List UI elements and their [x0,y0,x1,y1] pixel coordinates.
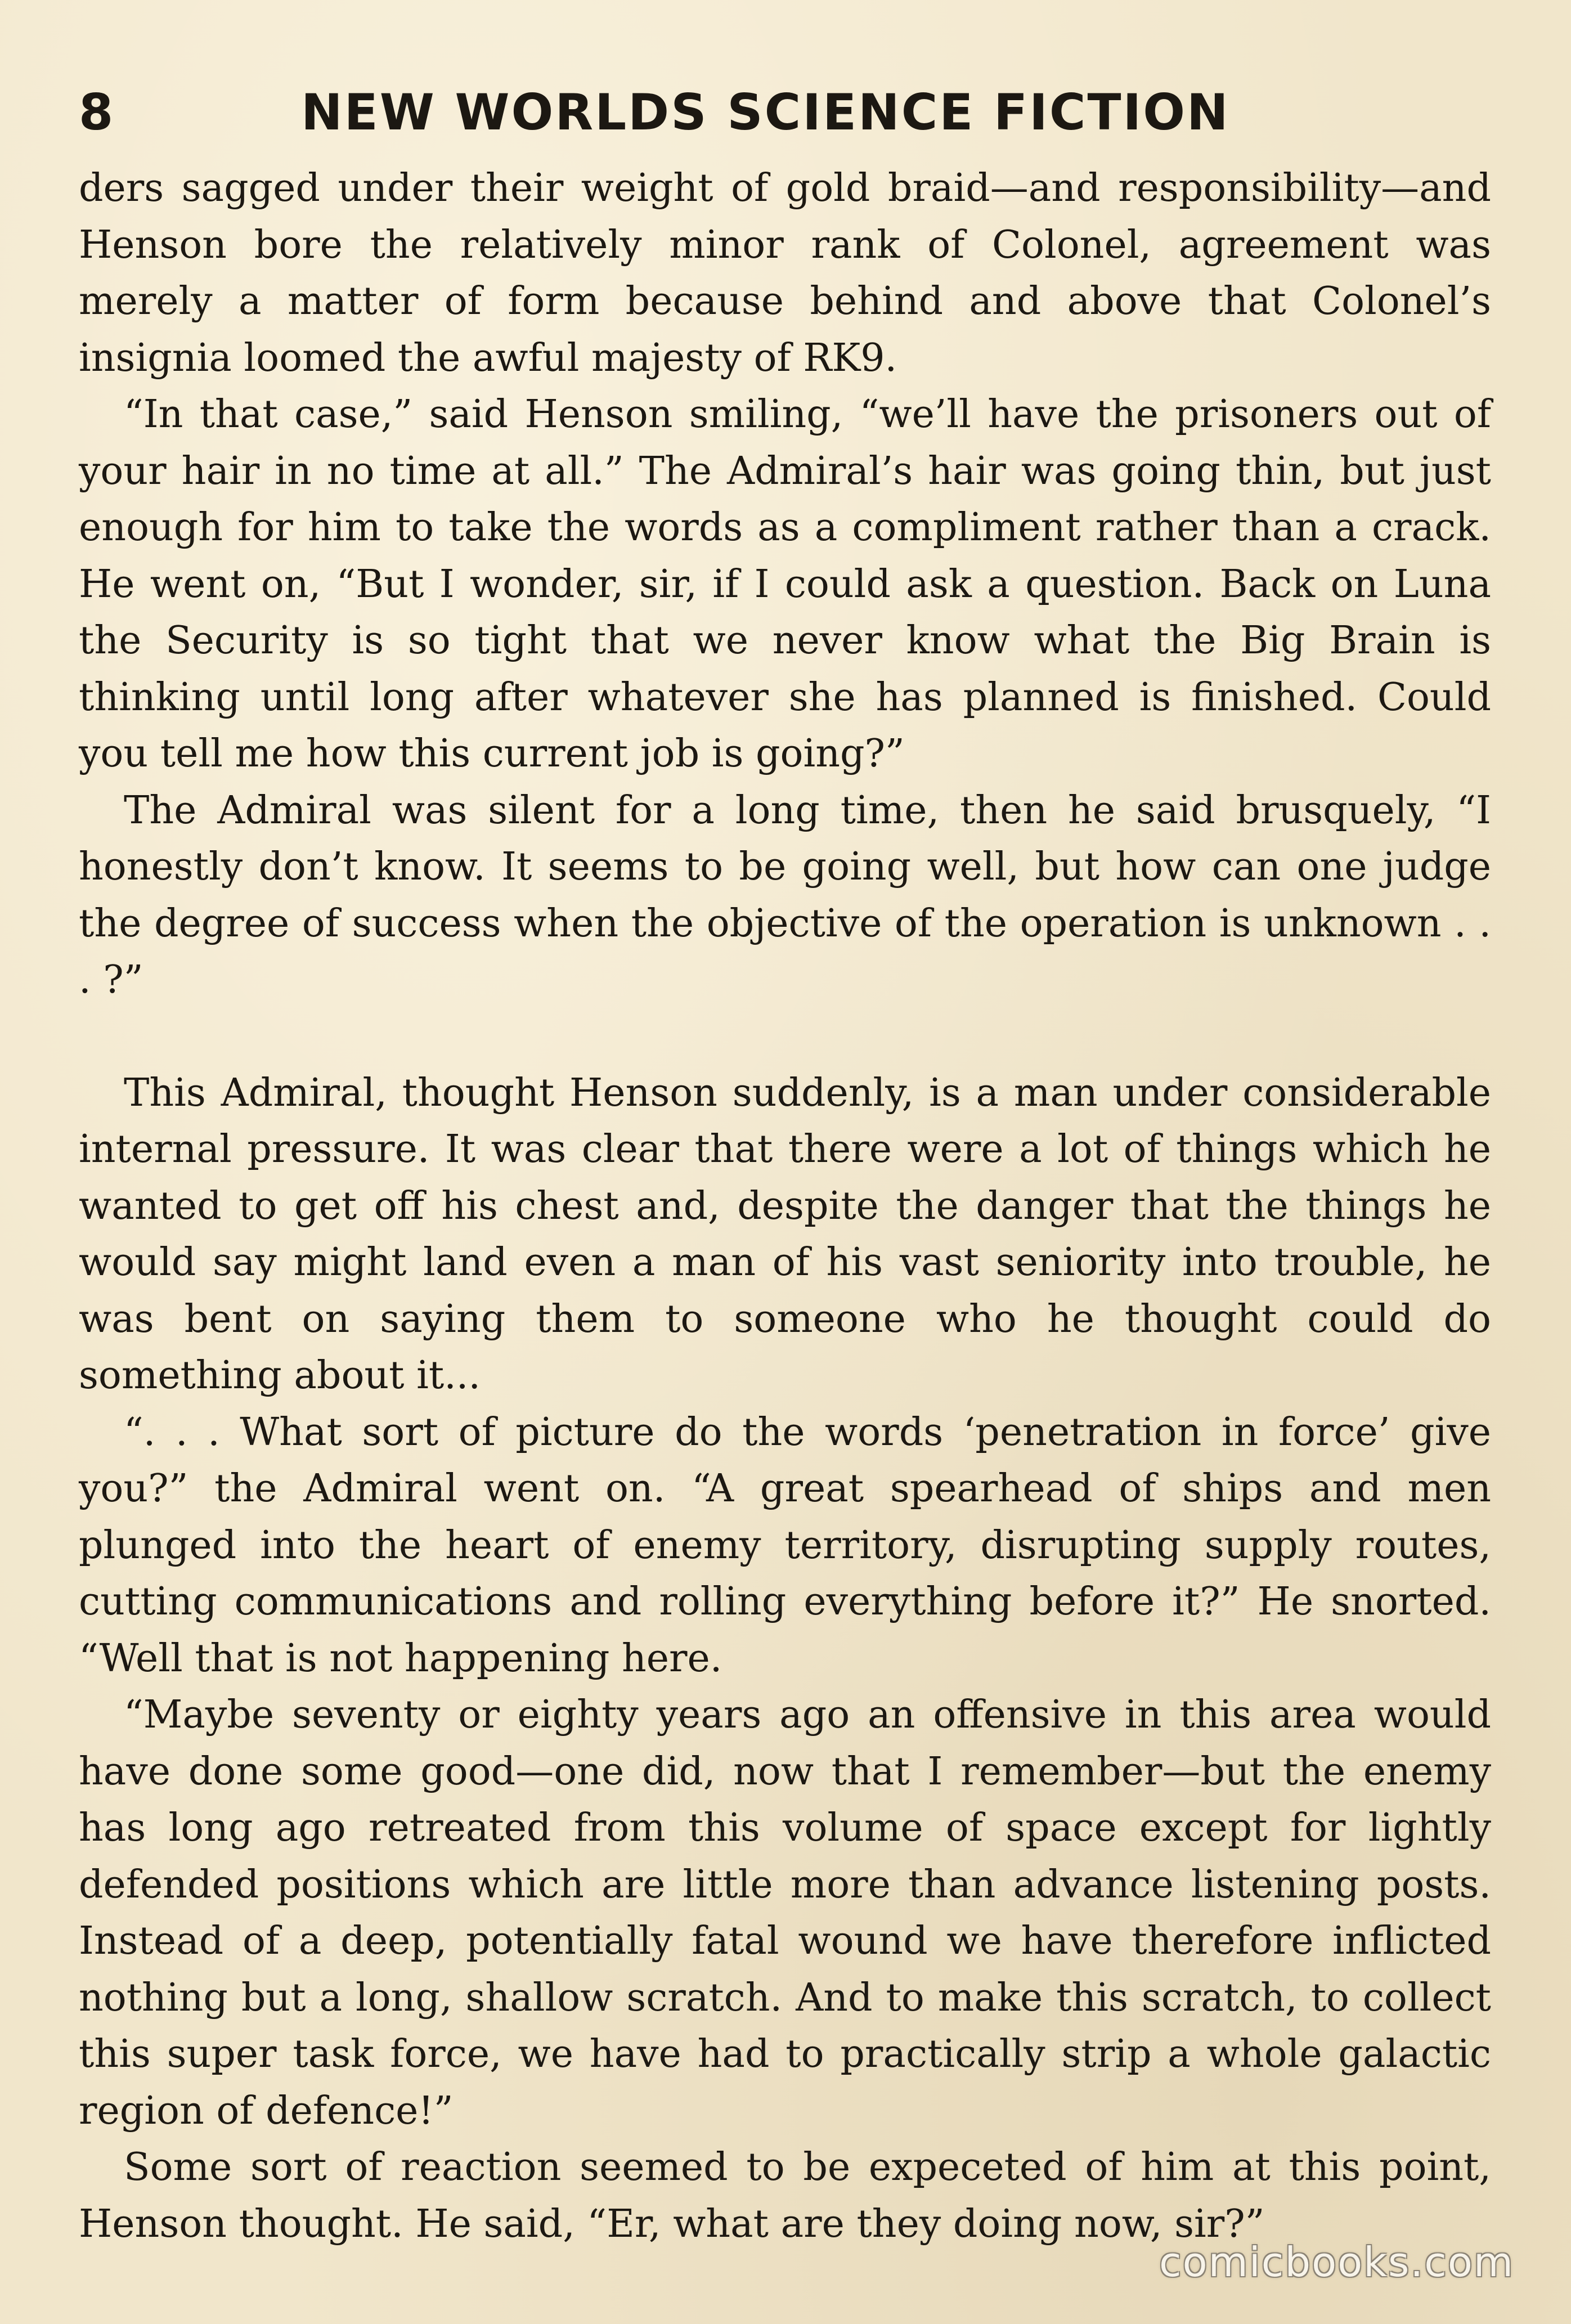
paragraph: “Maybe seventy or eighty years ago an offensive in this area would have done some good—one did, now that I remember—but the enemy has long ago retreated from this volume of space except for lightly defended positions which are little more than advance listening posts. Instead of a deep, potentially fatal wound we have therefore inflicted nothing but a long, shallow scratch. And to make this scratch, to collect this super task force, we have had to practically strip a whole galactic region of defence!” [79,1693,1491,2133]
paragraph: “. . . What sort of picture do the words ‘penetration in force’ give you?” the Admiral went on. “A great spearhead of ships and men plunged into the heart of enemy territory, disrupting supply routes, cutting communications and rolling everything before it?” He snorted. “Well that is not happening here. [79,1410,1491,1681]
story-text [79,160,1491,2253]
paragraph-continued: ders sagged under their weight of gold braid—and responsibility—and Henson bore the relatively minor rank of Colonel, agreement was merely a matter of form because behind and above that Colonel’s insignia loomed the awful majesty of RK9. [79,166,1491,380]
running-title: NEW WORLDS SCIENCE FICTION [301,83,1230,141]
site-watermark: comicbooks.com [1159,2238,1515,2286]
paragraph: This Admiral, thought Henson suddenly, is a man under considerable internal pressure. It was clear that there were a lot of things which he wanted to get off his chest and, despite the danger that the things he would say might land even a man of his vast seniority into trouble, he was bent on saying them to someone who he thought could do something about it... [79,1070,1491,1398]
paragraph: “In that case,” said Henson smiling, “we’ll have the prisoners out of your hair in no time at all.” The Admiral’s hair was going thin, but just enough for him to take the words as a compliment rather than a crack. He went on, “But I wonder, sir, if I could ask a question. Back on Luna the Security is so tight that we never know what the Big Brain is thinking until long after whatever she has planned is finished. Could you tell me how this current job is going?” [79,392,1491,776]
page-header [79,79,1497,146]
page-number: 8 [79,83,115,141]
paragraph: Some sort of reaction seemed to be expeceted of him at this point, Henson thought. He said, “Er, what are they doing now, sir?” [79,2145,1491,2246]
section-break [79,1009,1491,1065]
paragraph: The Admiral was silent for a long time, then he said brusquely, “I honestly don’t know. It seems to be going well, but how can one judge the degree of success when the objective of the operation is unknown . . . ?” [79,788,1491,1002]
